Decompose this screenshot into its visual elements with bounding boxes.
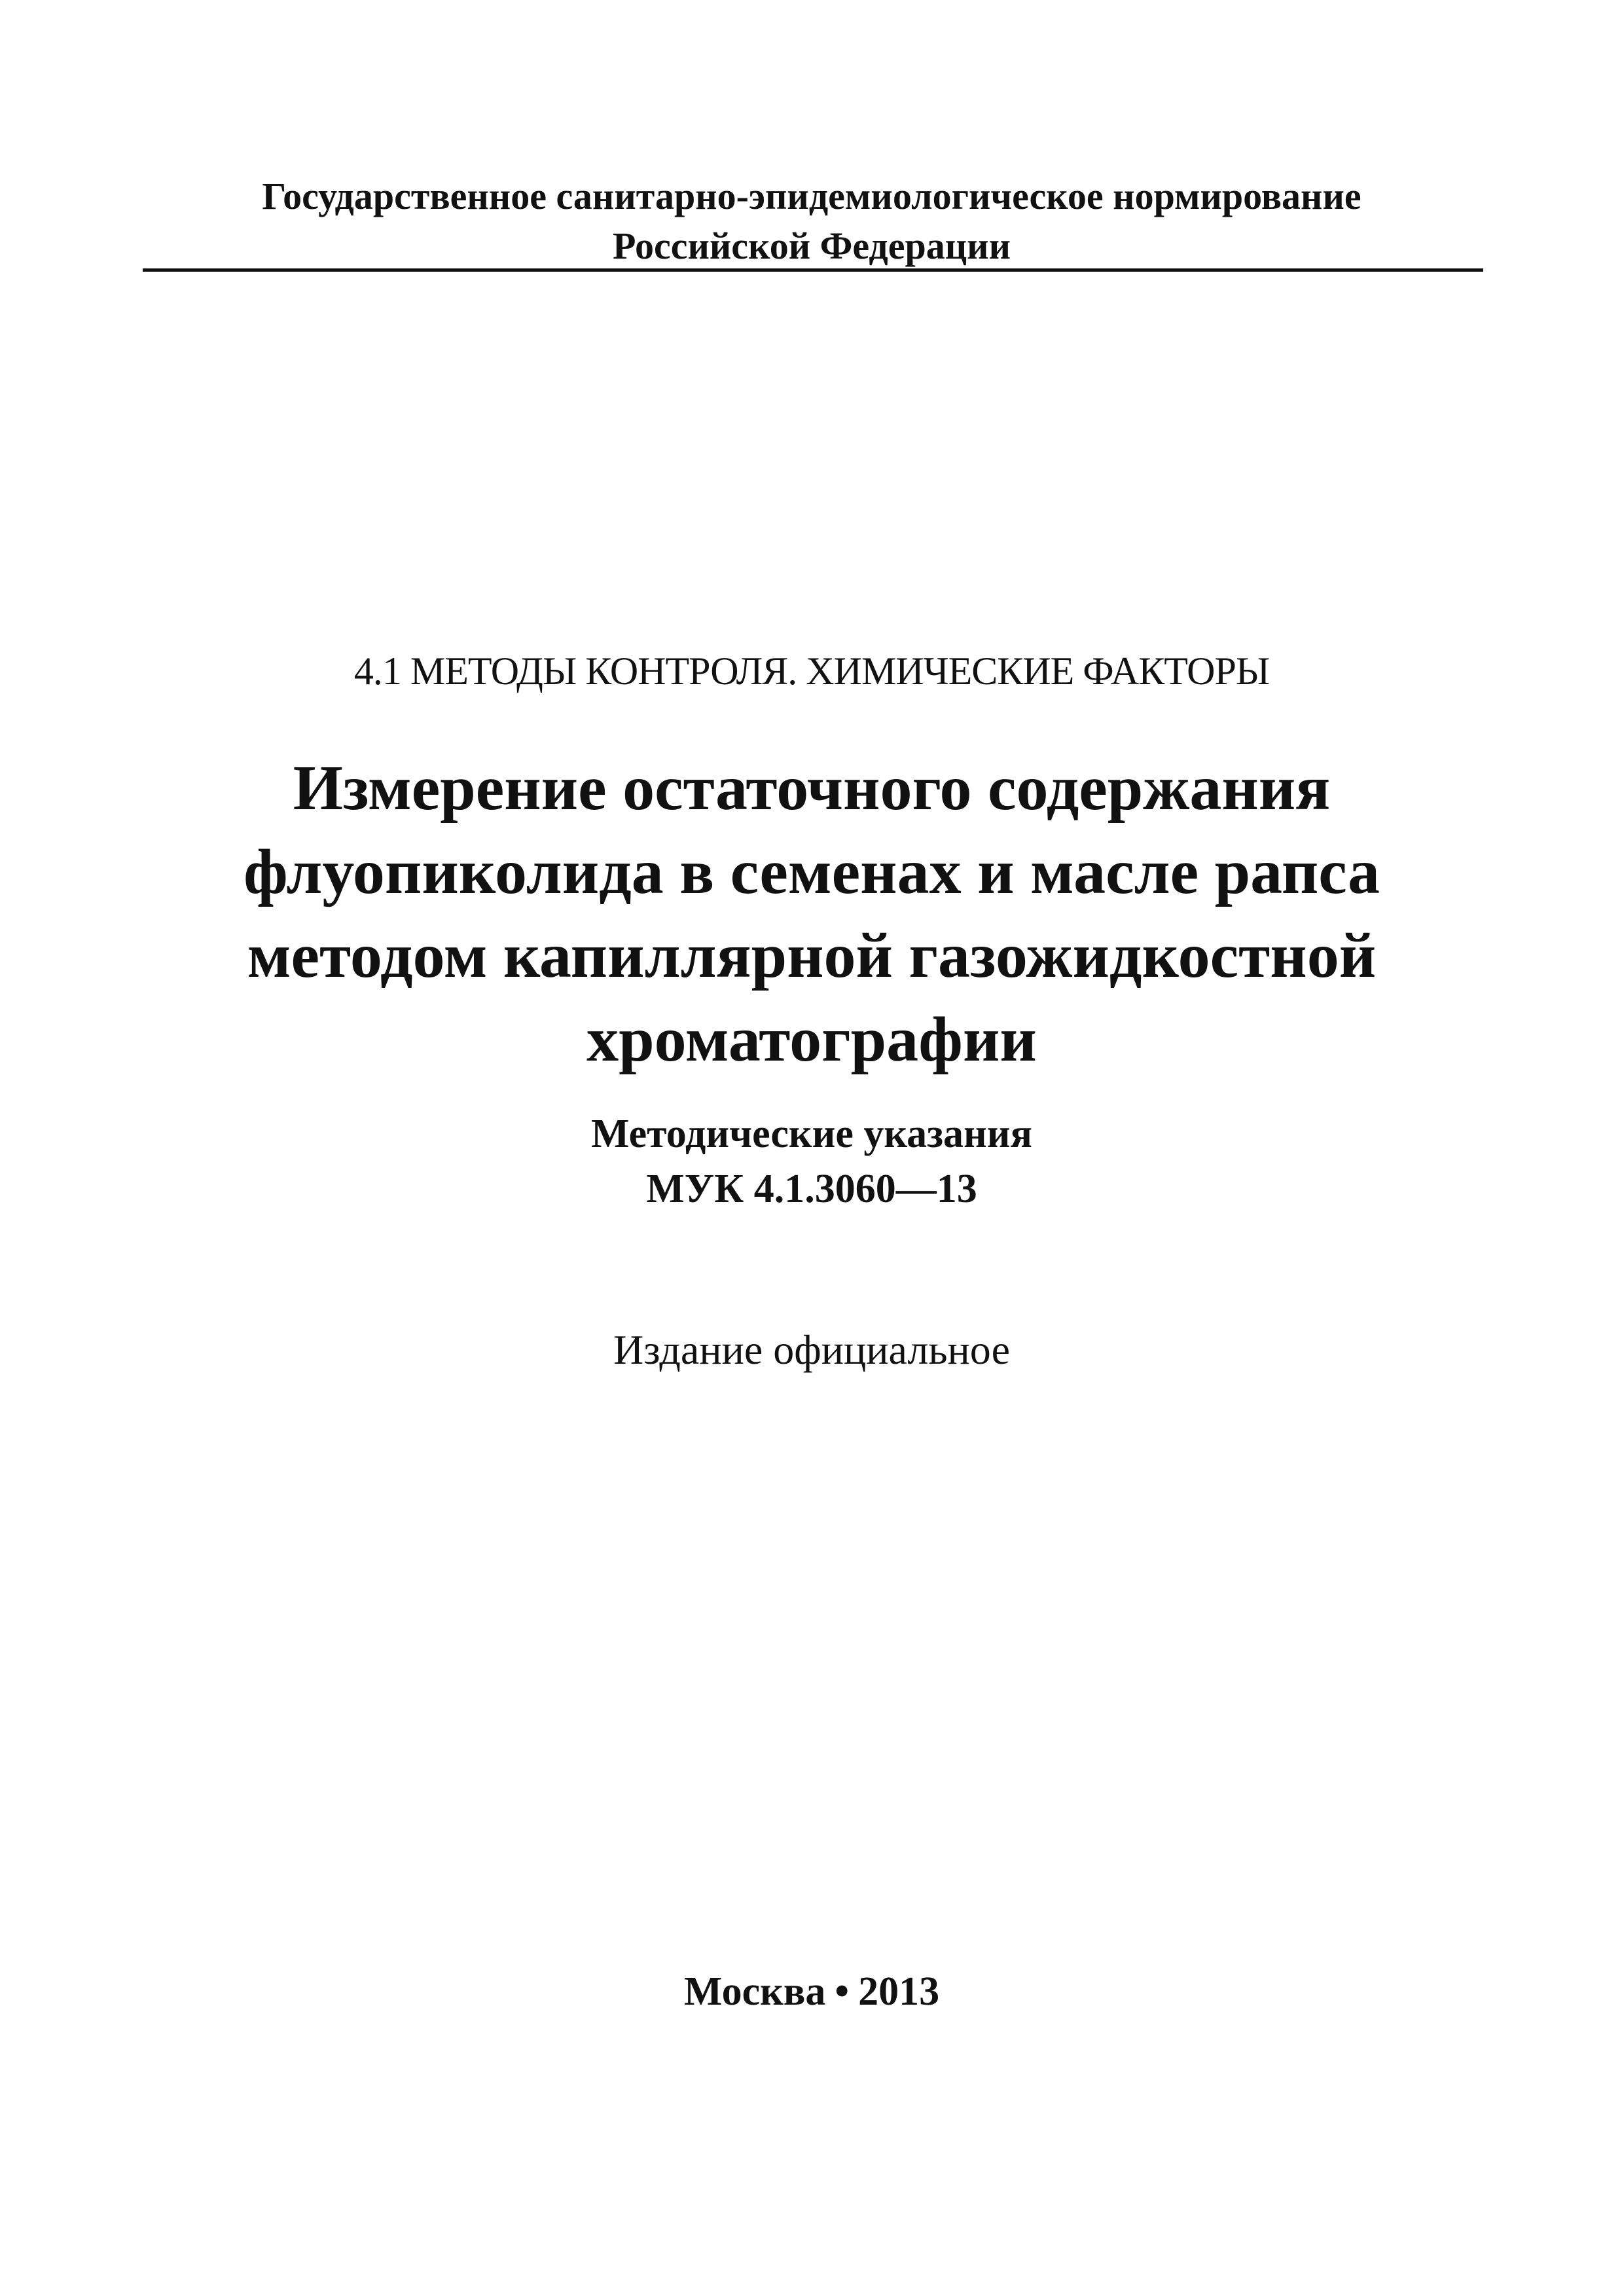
title-line-3: методом капиллярной газожидкостной <box>247 920 1377 991</box>
section-heading: 4.1 МЕТОДЫ КОНТРОЛЯ. ХИМИЧЕСКИЕ ФАКТОРЫ <box>353 649 1270 693</box>
header-line-2: Российской Федерации <box>612 225 1011 267</box>
imprint-year: 2013 <box>858 1969 940 2014</box>
document-number: МУК 4.1.3060—13 <box>646 1167 977 1211</box>
document-designation <box>131 1106 1492 1216</box>
imprint-separator: • <box>835 1969 850 2014</box>
document-title <box>105 746 1519 1082</box>
header <box>144 172 1479 271</box>
title-line-1: Измерение остаточного содержания <box>293 753 1331 824</box>
header-line-1: Государственное санитарно-эпидемиологическое нормирование <box>262 175 1361 217</box>
title-line-4: хроматографии <box>586 1004 1037 1075</box>
imprint-city: Москва <box>683 1969 826 2014</box>
header-rule <box>143 268 1483 272</box>
edition-note: Издание официальное <box>613 1326 1010 1373</box>
title-line-2: флуопиколида в семенах и масле рапса <box>243 837 1380 907</box>
imprint <box>131 1964 1492 2019</box>
document-type: Методические указания <box>590 1112 1033 1156</box>
